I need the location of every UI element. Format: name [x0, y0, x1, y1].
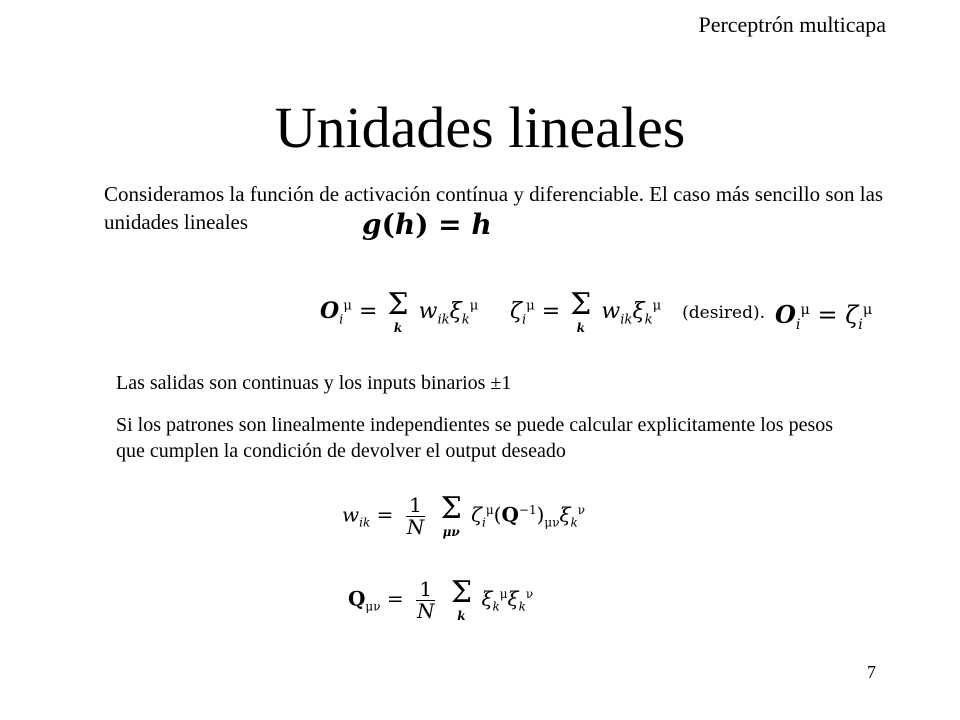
fraction: $\frac{1}{N}$ [406, 492, 425, 539]
summation-symbol: Σ μν [440, 491, 462, 539]
summation-symbol: Σ k [387, 287, 409, 335]
output-equation: $O_i^\mu$ = Σ k $w_{ik}\xi_k^\mu$ [320, 287, 479, 335]
independent-patterns-text: Si los patrones son linealmente independientes se puede calcular explicitamente los pesos que cumplen la condición de devolver el output deseado [116, 414, 834, 462]
intro-text: Consideramos la función de activación contínua y diferenciable. El caso más sencillo son las unidades lineales [104, 182, 884, 234]
section-header: Perceptrón multicapa [698, 12, 886, 37]
q-matrix-equation: $Q_{\mu\nu}$ = $\frac{1}{N}$ Σ k $\xi_k^\mu\xi_k^\nu$ [348, 575, 534, 623]
desired-label: (desired). [682, 303, 765, 323]
desired-equation: $\zeta_i^\mu$ = Σ k $w_{ik}\xi_k^\mu$ (desired). [510, 287, 765, 335]
fraction: $\frac{1}{N}$ [417, 576, 435, 623]
summation-symbol: Σ k [450, 575, 473, 623]
page-number: 7 [867, 662, 876, 682]
slide-title: Unidades lineales [274, 95, 686, 160]
summation-symbol: Σ k [570, 287, 592, 335]
activation-equation: g(h) = h [362, 208, 492, 241]
intro-paragraph [104, 180, 944, 236]
continuous-outputs-text: Las salidas son continuas y los inputs binarios ±1 [116, 372, 512, 394]
weights-equation: $w_{ik}$ = $\frac{1}{N}$ Σ μν $\zeta_i^\mu(Q^{-1})_{\mu\nu}\xi_k^\nu$ [342, 491, 586, 539]
equality-equation: $O_i^\mu = \zeta_i^\mu$ [775, 300, 873, 333]
